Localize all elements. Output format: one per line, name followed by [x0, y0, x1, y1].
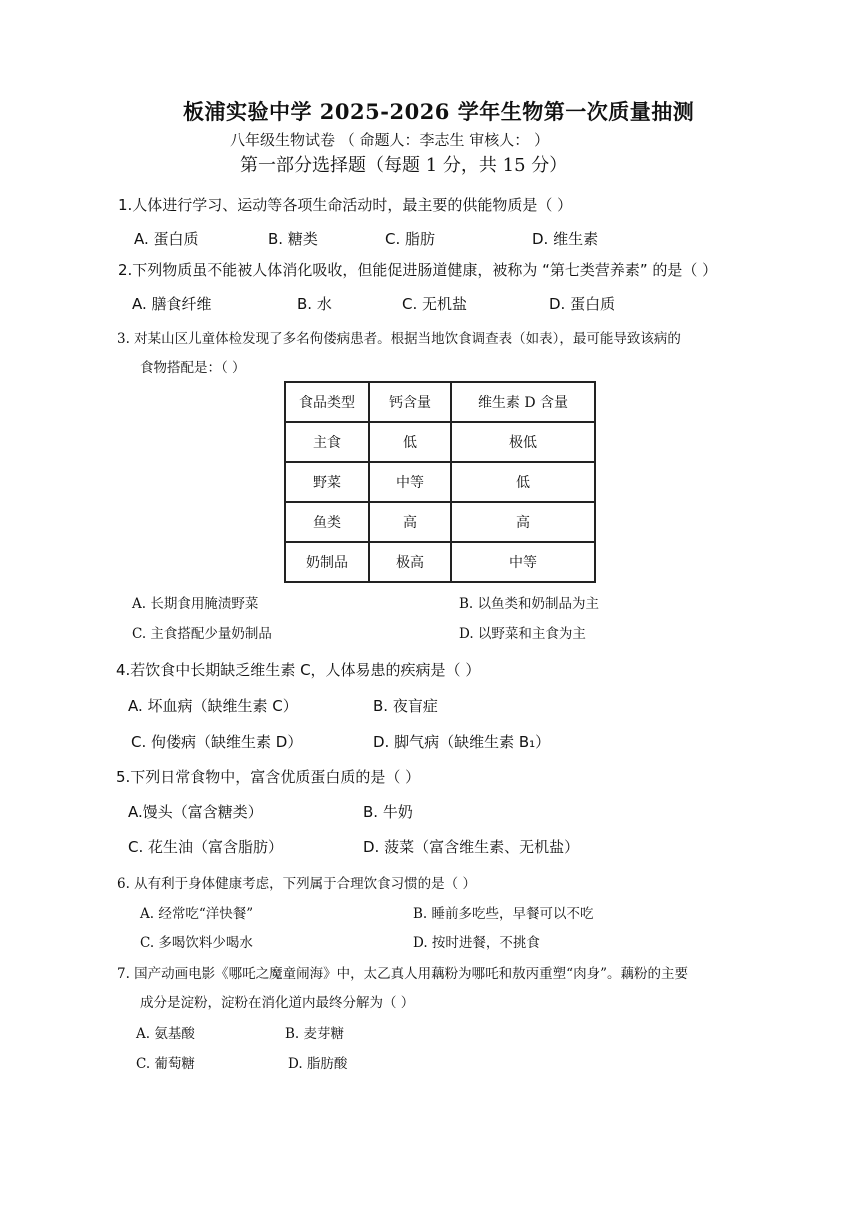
- q3-option-a: A. 长期食用腌渍野菜: [132, 596, 259, 612]
- table-row: [285, 462, 595, 502]
- q4-option-b: B. 夜盲症: [373, 697, 438, 715]
- q1-option-d: D. 维生素: [532, 230, 599, 248]
- table-cell: 奶制品: [285, 542, 369, 582]
- question-2-stem: 2.下列物质虽不能被人体消化吸收，但能促进肠道健康，被称为 “第七类营养素” 的是（ ）: [118, 261, 718, 279]
- section-heading: 第一部分选择题（每题 1 分，共 15 分）: [240, 155, 568, 176]
- table-header-cell: 钙含量: [369, 382, 451, 422]
- q5-option-a: A.馒头（富含糖类）: [128, 803, 263, 821]
- question-7-stem-line2: 成分是淀粉，淀粉在消化道内最终分解为（ ）: [140, 995, 415, 1011]
- question-4-stem: 4.若饮食中长期缺乏维生素 C，人体易患的疾病是（ ）: [116, 661, 481, 679]
- table-row: [285, 422, 595, 462]
- exam-subtitle: 八年级生物试卷 （ 命题人：李志生 审核人： ）: [230, 131, 550, 149]
- q2-option-c: C. 无机盐: [402, 295, 468, 313]
- table-header-cell: 维生素 D 含量: [451, 382, 595, 422]
- table-header-row: [285, 382, 595, 422]
- q1-option-b: B. 糖类: [268, 230, 318, 248]
- q2-option-a: A. 膳食纤维: [132, 295, 212, 313]
- q6-option-a: A. 经常吃“洋快餐”: [140, 906, 254, 922]
- q6-option-b: B. 睡前多吃些，早餐可以不吃: [413, 906, 594, 922]
- question-7-stem-line1: 7. 国产动画电影《哪吒之魔童闹海》中，太乙真人用藕粉为哪吒和敖丙重塑“肉身”。藕粉的主要: [117, 966, 688, 982]
- q6-option-d: D. 按时进餐，不挑食: [413, 935, 540, 951]
- q7-option-b: B. 麦芽糖: [285, 1026, 345, 1042]
- question-5-stem: 5.下列日常食物中，富含优质蛋白质的是（ ）: [116, 768, 421, 786]
- table-cell: 高: [451, 502, 595, 542]
- q7-option-c: C. 葡萄糖: [136, 1056, 195, 1072]
- table-header-cell: 食品类型: [285, 382, 369, 422]
- question-3-stem-line2: 食物搭配是：（ ）: [140, 360, 246, 376]
- table-cell: 中等: [369, 462, 451, 502]
- table-cell: 野菜: [285, 462, 369, 502]
- table-cell: 鱼类: [285, 502, 369, 542]
- table-cell: 高: [369, 502, 451, 542]
- q1-option-c: C. 脂肪: [385, 230, 436, 248]
- q6-option-c: C. 多喝饮料少喝水: [140, 935, 253, 951]
- table-row: [285, 502, 595, 542]
- table-cell: 低: [369, 422, 451, 462]
- q3-option-d: D. 以野菜和主食为主: [459, 626, 586, 642]
- q7-option-a: A. 氨基酸: [136, 1026, 195, 1042]
- q3-option-c: C. 主食搭配少量奶制品: [132, 626, 272, 642]
- q1-option-a: A. 蛋白质: [134, 230, 199, 248]
- table-row: [285, 542, 595, 582]
- q4-option-d: D. 脚气病（缺维生素 B₁）: [373, 733, 551, 751]
- q4-option-c: C. 佝偻病（缺维生素 D）: [131, 733, 303, 751]
- table-cell: 中等: [451, 542, 595, 582]
- question-6-stem: 6. 从有利于身体健康考虑，下列属于合理饮食习惯的是（ ）: [117, 876, 476, 892]
- question-3-stem-line1: 3. 对某山区儿童体检发现了多名佝偻病患者。根据当地饮食调查表（如表），最可能导致该病的: [117, 331, 681, 347]
- question-1-stem: 1.人体进行学习、运动等各项生命活动时，最主要的供能物质是（ ）: [118, 196, 573, 214]
- table-cell: 主食: [285, 422, 369, 462]
- q5-option-b: B. 牛奶: [363, 803, 413, 821]
- q3-option-b: B. 以鱼类和奶制品为主: [459, 596, 600, 612]
- q7-option-d: D. 脂肪酸: [288, 1056, 348, 1072]
- table-cell: 低: [451, 462, 595, 502]
- diet-survey-table: [284, 381, 596, 583]
- q5-option-c: C. 花生油（富含脂肪）: [128, 838, 284, 856]
- q4-option-a: A. 坏血病（缺维生素 C）: [128, 697, 298, 715]
- exam-title: 板浦实验中学 2025-2026 学年生物第一次质量抽测: [183, 99, 695, 124]
- q5-option-d: D. 菠菜（富含维生素、无机盐）: [363, 838, 580, 856]
- q2-option-d: D. 蛋白质: [549, 295, 616, 313]
- q2-option-b: B. 水: [297, 295, 332, 313]
- table-cell: 极低: [451, 422, 595, 462]
- table-cell: 极高: [369, 542, 451, 582]
